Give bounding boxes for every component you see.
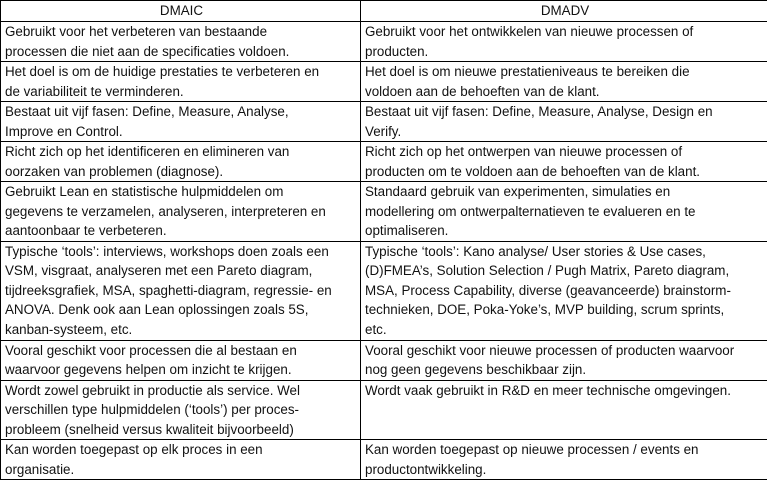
table-row [1,62,767,102]
dmadv-cell: Kan worden toegepast op nieuwe processen / events en productontwikkeling. [361,440,767,480]
dmaic-cell: Typische ‘tools’: interviews, workshops doen zoals een VSM, visgraat, analyseren met een Pareto diagram, tijdreeksgrafiek, MSA, spaghetti-diagram, regressie- en ANOVA. Denk ook aan Lean oplossingen zoals 5S, kanban-systeem, etc. [1,241,361,340]
table-row [1,340,767,380]
header-row [1,1,767,22]
table-row [1,241,767,340]
dmadv-cell: Het doel is om nieuwe prestatieniveaus te bereiken die voldoen aan de behoeften van de klant. [361,62,767,102]
table-row [1,102,767,142]
dmaic-cell: Het doel is om de huidige prestaties te verbeteren en de variabiliteit te verminderen. [1,62,361,102]
dmaic-cell: Gebruikt voor het verbeteren van bestaande processen die niet aan de specificaties voldoen. [1,22,361,62]
table-row [1,440,767,480]
dmadv-cell: Bestaat uit vijf fasen: Define, Measure, Analyse, Design en Verify. [361,102,767,142]
dmaic-cell: Gebruikt Lean en statistische hulpmiddelen om gegevens te verzamelen, analyseren, interpreteren en aantoonbaar te verbeteren. [1,182,361,242]
dmadv-cell: Typische ‘tools’: Kano analyse/ User stories & Use cases, (D)FMEA’s, Solution Selection / Pugh Matrix, Pareto diagram, MSA, Process Capability, diverse (geavanceerde) brainstorm- technieken, DOE, Poka-Yoke’s, MVP building, scrum sprints, etc. [361,241,767,340]
dmadv-cell: Gebruikt voor het ontwikkelen van nieuwe processen of producten. [361,22,767,62]
dmaic-cell: Bestaat uit vijf fasen: Define, Measure, Analyse, Improve en Control. [1,102,361,142]
table-row [1,142,767,182]
table-row [1,22,767,62]
dmaic-cell: Wordt zowel gebruikt in productie als service. Wel verschillen type hulpmiddelen (‘tools’) per proces- probleem (snelheid versus kwaliteit bijvoorbeeld) [1,380,361,440]
column-header-dmaic: DMAIC [1,1,361,22]
dmaic-cell: Vooral geschikt voor processen die al bestaan en waarvoor gegevens helpen om inzicht te krijgen. [1,340,361,380]
table-row [1,380,767,440]
dmaic-cell: Richt zich op het identificeren en elimineren van oorzaken van problemen (diagnose). [1,142,361,182]
dmadv-cell: Richt zich op het ontwerpen van nieuwe processen of producten om te voldoen aan de behoeften van de klant. [361,142,767,182]
dmaic-cell: Kan worden toegepast op elk proces in een organisatie. [1,440,361,480]
column-header-dmadv: DMADV [361,1,767,22]
dmadv-cell: Vooral geschikt voor nieuwe processen of producten waarvoor nog geen gegevens beschikbaar zijn. [361,340,767,380]
dmadv-cell: Standaard gebruik van experimenten, simulaties en modellering om ontwerpalternatieven te evalueren en te optimaliseren. [361,182,767,242]
table-row [1,182,767,242]
dmadv-cell: Wordt vaak gebruikt in R&D en meer technische omgevingen. [361,380,767,440]
